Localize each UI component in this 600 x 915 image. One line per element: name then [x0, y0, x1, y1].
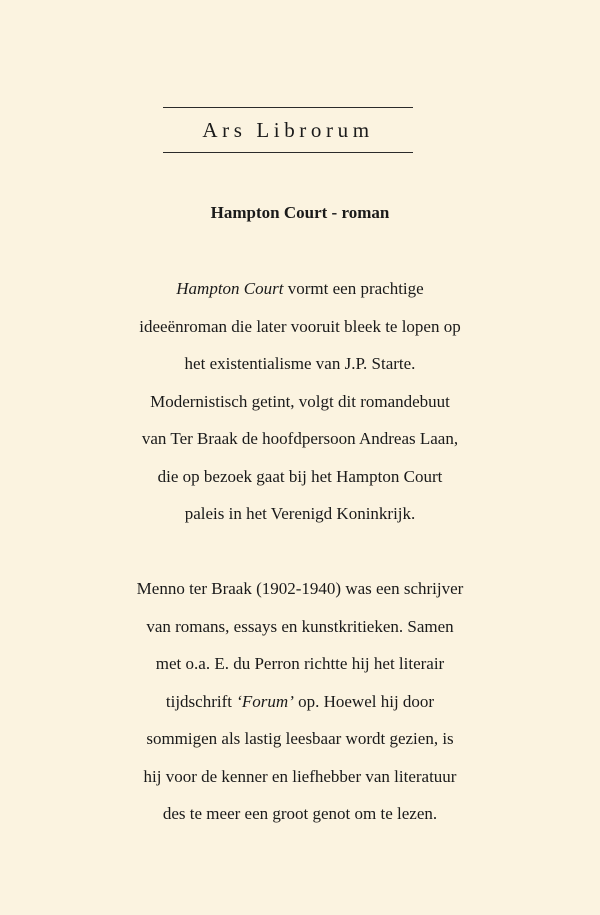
title-italic: Hampton Court — [176, 279, 284, 298]
forum-italic: ‘Forum’ — [236, 691, 294, 711]
author-line-4-before: tijdschrift — [165, 691, 237, 711]
bottom-rule — [163, 152, 413, 153]
author-paragraph — [60, 570, 540, 833]
author-line-4 — [60, 683, 540, 721]
book-title: Hampton Court - roman — [210, 203, 390, 222]
synopsis-line-6: die op bezoek gaat bij het Hampton Court — [157, 466, 443, 486]
author-line-1: Menno ter Braak (1902-1940) was een schrijver — [136, 579, 464, 598]
top-rule — [163, 107, 413, 108]
synopsis-line-7: paleis in het Verenigd Koninkrijk. — [184, 504, 416, 523]
synopsis-line-2: ideeënroman die later vooruit bleek te lopen op — [139, 316, 461, 336]
synopsis-line-3: het existentialisme van J.P. Starte. — [184, 354, 416, 373]
synopsis-paragraph — [60, 270, 540, 533]
author-line-5: sommigen als lastig leesbaar wordt gezien, is — [146, 729, 454, 748]
synopsis-line-5: van Ter Braak de hoofdpersoon Andreas Laan, — [141, 429, 459, 448]
author-line-3: met o.a. E. du Perron richtte hij het literair — [155, 654, 445, 673]
synopsis-line-1-rest: vormt een prachtige — [283, 279, 424, 298]
author-line-2: van romans, essays en kunstkritieken. Samen — [146, 616, 454, 636]
publisher-name: Ars Librorum — [202, 118, 374, 142]
publisher-logo — [163, 107, 413, 153]
author-line-4-after: op. Hoewel hij door — [293, 691, 435, 711]
author-line-7: des te meer een groot genot om te lezen. — [162, 804, 438, 823]
synopsis-line-4: Modernistisch getint, volgt dit romandebuut — [150, 391, 450, 411]
synopsis-line-1 — [60, 270, 540, 308]
author-line-6: hij voor de kenner en liefhebber van literatuur — [143, 766, 457, 786]
